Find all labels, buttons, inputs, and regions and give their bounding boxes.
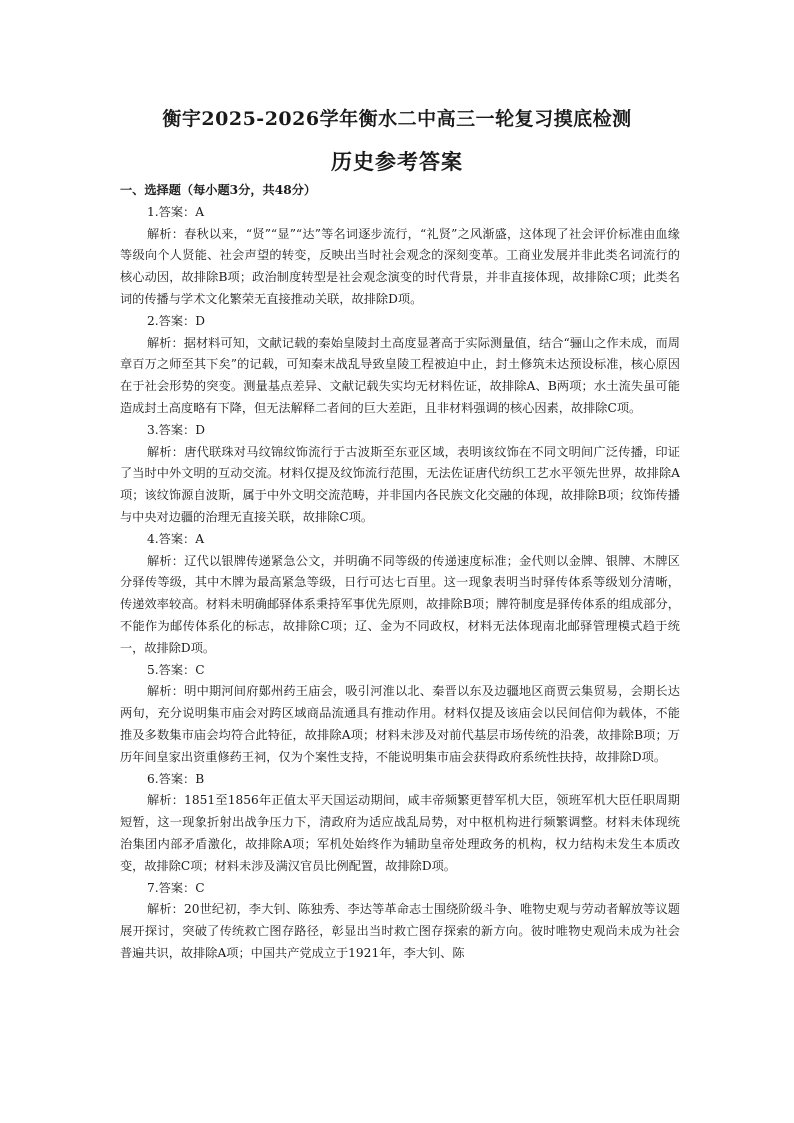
answer-line-5: 5.答案：C — [147, 662, 205, 677]
explanation-7: 解析：20世纪初，李大钊、陈独秀、李达等革命志士围绕阶级斗争、唯物史观与劳动者解放等议题展开探讨，突破了传统救亡图存路径，彰显出当时救亡图存探索的新方向。彼时唯物史观尚未成为社会普遍共识，故排除A项；中国共产党成立于1921年，李大钊、陈 — [120, 902, 680, 960]
document-subtitle: 历史参考答案 — [331, 149, 463, 174]
answer-line-2: 2.答案：D — [147, 313, 205, 328]
explanation-5: 解析：明中期河间府鄚州药王庙会，吸引河淮以北、秦晋以东及边疆地区商贾云集贸易，会期长达两旬，充分说明集市庙会对跨区域商品流通具有推动作用。材料仅提及该庙会以民间信仰为载体，不能推及多数集市庙会均符合此特征，故排除A项；材料未涉及对前代基层市场传统的沿袭，故排除B项；万历年间皇家出资重修药王祠，仅为个案性支持，不能说明集市庙会获得政府系统性扶持，故排除D项。 — [120, 684, 680, 764]
answer-line-7: 7.答案：C — [147, 880, 205, 895]
answer-line-3: 3.答案：D — [147, 422, 205, 437]
explanation-6: 解析：1851至1856年正值太平天国运动期间，咸丰帝频繁更替军机大臣，领班军机大臣任职周期短暂，这一现象折射出战争压力下，清政府为适应战乱局势，对中枢机构进行频繁调整。材料未体现统治集团内部矛盾激化，故排除A项；军机处始终作为辅助皇帝处理政务的机构，权力结构未发生本质改变，故排除C项；材料未涉及满汉官员比例配置，故排除D项。 — [120, 793, 680, 873]
section-heading: 一、选择题（每小题3分，共48分） — [120, 183, 317, 197]
explanation-3: 解析：唐代联珠对马纹锦纹饰流行于古波斯至东亚区域，表明该纹饰在不同文明间广泛传播，印证了当时中外文明的互动交流。材料仅提及纹饰流行范围，无法佐证唐代纺织工艺水平领先世界，故排除A项；该纹饰源自波斯，属于中外文明交流范畴，并非国内各民族文化交融的体现，故排除B项；纹饰传播与中央对边疆的治理无直接关联，故排除C项。 — [120, 444, 680, 524]
explanation-1: 解析：春秋以来，“贤”“显”“达”等名词逐步流行，“礼贤”之风渐盛，这体现了社会评价标准由血缘等级向个人贤能、社会声望的转变，反映出当时社会观念的深刻变革。工商业发展并非此类名词流行的核心动因，故排除B项；政治制度转型是社会观念演变的时代背景，并非直接体现，故排除C项；此类名词的传播与学术文化繁荣无直接推动关联，故排除D项。 — [120, 226, 680, 306]
answer-line-6: 6.答案：B — [147, 771, 205, 786]
explanation-4: 解析：辽代以银牌传递紧急公文，并明确不同等级的传递速度标准；金代则以金牌、银牌、木牌区分驿传等级，其中木牌为最高紧急等级，日行可达七百里。这一现象表明当时驿传体系等级划分清晰，传递效率较高。材料未明确邮驿体系秉持军事优先原则，故排除B项；牌符制度是驿传体系的组成部分，不能作为邮传体系化的标志，故排除C项；辽、金为不同政权，材料无法体现南北邮驿管理模式趋于统一，故排除D项。 — [120, 553, 680, 655]
document-title: 衡宇2025-2026学年衡水二中高三一轮复习摸底检测 — [162, 108, 632, 130]
explanation-2: 解析：据材料可知，文献记载的秦始皇陵封土高度显著高于实际测量值，结合“骊山之作未成，而周章百万之师至其下矣”的记载，可知秦末战乱导致皇陵工程被迫中止，封土修筑未达预设标准，核心原因在于社会形势的突变。测量基点差异、文献记载失实均无材料佐证，故排除A、B两项；水土流失虽可能造成封土高度略有下降，但无法解释二者间的巨大差距，且非材料强调的核心因素，故排除C项。 — [120, 335, 680, 415]
answer-line-1: 1.答案：A — [147, 204, 204, 219]
answer-line-4: 4.答案：A — [147, 531, 204, 546]
answer-content — [120, 180, 680, 965]
